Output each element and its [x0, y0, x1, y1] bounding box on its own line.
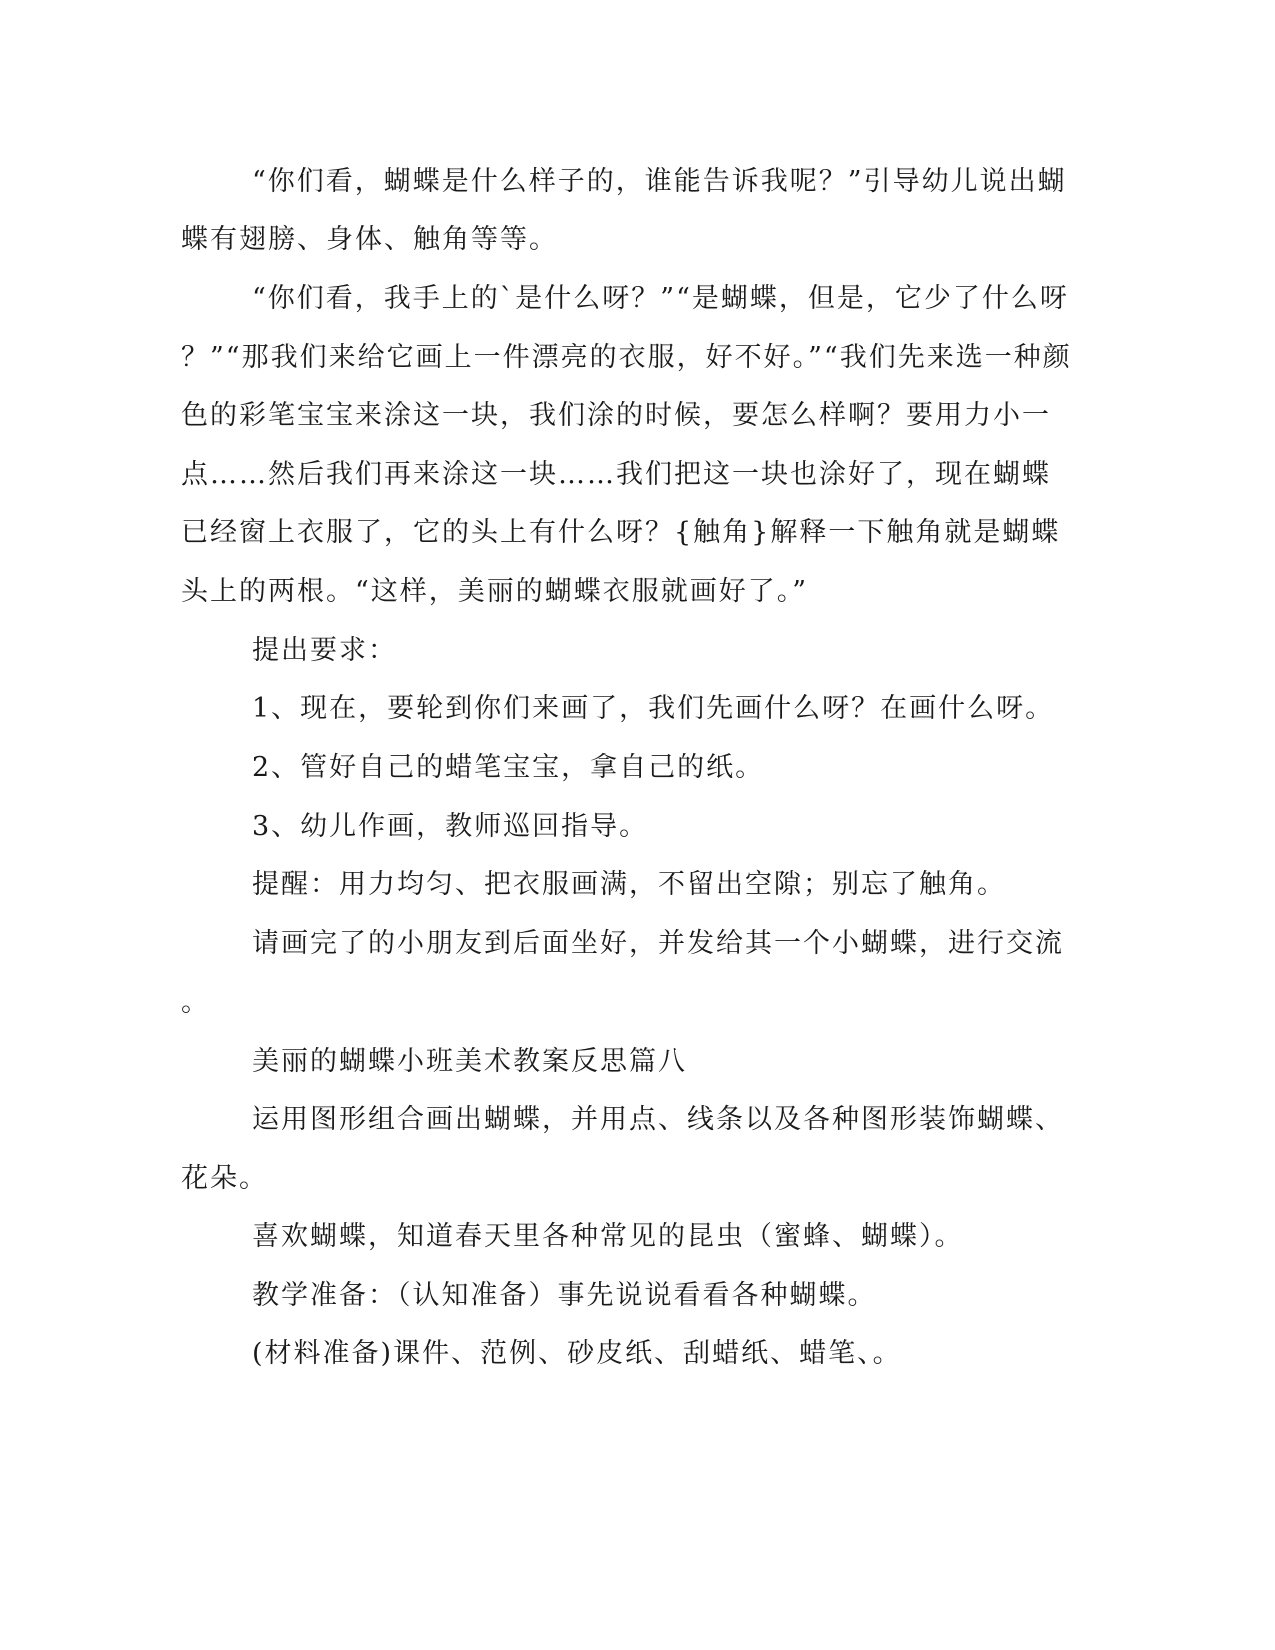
paragraph-line: ？”“那我们来给它画上一件漂亮的衣服，好不好。”“我们先来选一种颜: [181, 342, 1072, 373]
list-item: 2、管好自己的蜡笔宝宝，拿自己的纸。: [252, 752, 765, 783]
paragraph-line: 运用图形组合画出蝴蝶，并用点、线条以及各种图形装饰蝴蝶、: [252, 1104, 1064, 1135]
paragraph-line: 蝶有翅膀、身体、触角等等。: [181, 224, 558, 255]
paragraph-line: 请画完了的小朋友到后面坐好，并发给其一个小蝴蝶，进行交流: [252, 928, 1064, 959]
paragraph-line: 色的彩笔宝宝来涂这一块，我们涂的时候，要怎么样啊？要用力小一: [181, 400, 1051, 431]
paragraph-line: 。: [181, 987, 210, 1018]
list-item: 1、现在，要轮到你们来画了，我们先画什么呀？在画什么呀。: [252, 693, 1055, 724]
list-item: 3、幼儿作画，教师巡回指导。: [252, 811, 649, 842]
paragraph-line: “你们看，我手上的`是什么呀？”“是蝴蝶，但是，它少了什么呀: [252, 283, 1069, 314]
paragraph-line: 提醒：用力均匀、把衣服画满，不留出空隙；别忘了触角。: [252, 869, 1006, 900]
paragraph-line: 点……然后我们再来涂这一块……我们把这一块也涂好了，现在蝴蝶: [181, 459, 1051, 490]
paragraph-line: (材料准备)课件、范例、砂皮纸、刮蜡纸、蜡笔、。: [252, 1338, 902, 1369]
paragraph-line: 头上的两根。“这样，美丽的蝴蝶衣服就画好了。”: [181, 576, 809, 607]
paragraph-line: 已经窗上衣服了，它的头上有什么呀？{触角}解释一下触角就是蝴蝶: [181, 517, 1061, 548]
section-heading: 美丽的蝴蝶小班美术教案反思篇八: [252, 1046, 687, 1077]
paragraph-line: 花朵。: [181, 1163, 268, 1194]
paragraph-line: 喜欢蝴蝶，知道春天里各种常见的昆虫（蜜蜂、蝴蝶）。: [252, 1221, 964, 1252]
paragraph-line: 教学准备：（认知准备）事先说说看看各种蝴蝶。: [252, 1280, 877, 1311]
paragraph-line: 提出要求：: [252, 635, 397, 666]
paragraph-line: “你们看，蝴蝶是什么样子的，谁能告诉我呢？”引导幼儿说出蝴: [252, 166, 1067, 197]
